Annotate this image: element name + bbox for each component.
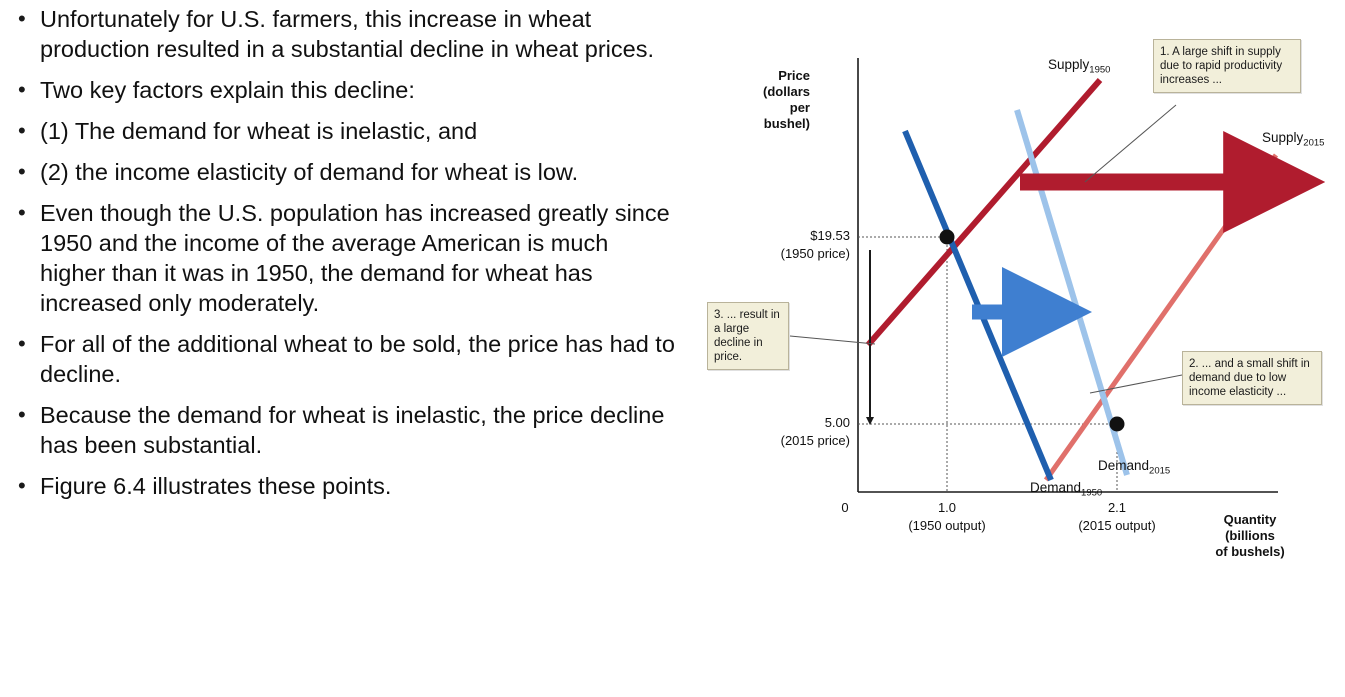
list-item-text: Figure 6.4 illustrates these points. xyxy=(40,473,392,499)
list-item xyxy=(18,198,678,318)
callout-price-decline: 3. ... result in a large decline in price. xyxy=(707,302,789,370)
bullet-marker: • xyxy=(18,331,26,356)
list-item-text: (2) the income elasticity of demand for wheat is low. xyxy=(40,159,579,185)
bullet-list xyxy=(18,4,678,512)
curve-label-demand-1950 xyxy=(1030,480,1102,499)
bullet-marker: • xyxy=(18,200,26,225)
curve-label-text: Demand xyxy=(1030,480,1082,495)
list-item xyxy=(18,116,678,146)
callout-1-leader xyxy=(1085,105,1176,182)
equilibrium-point-1950 xyxy=(940,230,955,245)
callout-demand-shift: 2. ... and a small shift in demand due to low income elasticity ... xyxy=(1182,351,1322,405)
list-item xyxy=(18,471,678,501)
list-item-text: Even though the U.S. population has increased greatly since 1950 and the income of the average American is much higher than it was in 1950, the demand for wheat has increased only moderately. xyxy=(40,200,670,316)
callout-supply-shift: 1. A large shift in supply due to rapid productivity increases ... xyxy=(1153,39,1301,93)
y-tick-label-2015: 5.00 xyxy=(824,415,850,430)
curve-label-sub: 2015 xyxy=(1303,137,1325,149)
origin-label: 0 xyxy=(841,500,849,515)
x-tick-label-1950: 1.0 xyxy=(937,500,957,515)
equilibrium-point-2015 xyxy=(1110,417,1125,432)
bullet-marker: • xyxy=(18,6,26,31)
callout-2-leader xyxy=(1090,375,1182,393)
y-axis-title-line-2: (dollars xyxy=(763,84,810,99)
y-axis-title-line-3: per xyxy=(789,100,810,115)
list-item xyxy=(18,157,678,187)
curve-label-supply-2015 xyxy=(1262,130,1324,149)
x-tick-sublabel-1950: (1950 output) xyxy=(908,518,986,533)
y-tick-label-1950: $19.53 xyxy=(810,228,850,243)
curve-label-text: Supply xyxy=(1048,57,1090,72)
bullet-marker: • xyxy=(18,402,26,427)
list-item-text: Unfortunately for U.S. farmers, this increase in wheat production resulted in a substantial decline in wheat prices. xyxy=(40,6,654,62)
curve-label-text: Demand xyxy=(1098,458,1150,473)
list-item xyxy=(18,4,678,64)
y-tick-sublabel-1950: (1950 price) xyxy=(780,246,850,261)
y-axis-title-line-4: bushel) xyxy=(763,116,810,131)
list-item xyxy=(18,75,678,105)
curve-label-sub: 1950 xyxy=(1089,64,1111,76)
curve-label-supply-1950 xyxy=(1048,57,1110,76)
list-item-text: Two key factors explain this decline: xyxy=(40,77,415,103)
curve-label-demand-2015 xyxy=(1098,458,1170,477)
bullet-marker: • xyxy=(18,77,26,102)
x-axis-title-line-1: Quantity xyxy=(1223,512,1277,527)
curve-label-text: Supply xyxy=(1262,130,1304,145)
curve-label-sub: 1950 xyxy=(1081,487,1103,499)
y-axis-title-line-1: Price xyxy=(778,68,810,83)
list-item-text: For all of the additional wheat to be sold, the price has had to decline. xyxy=(40,331,675,387)
x-tick-label-2015: 2.1 xyxy=(1107,500,1127,515)
list-item-text: (1) The demand for wheat is inelastic, and xyxy=(40,118,478,144)
x-axis-title-line-3: of bushels) xyxy=(1215,544,1285,559)
y-tick-sublabel-2015: (2015 price) xyxy=(780,433,850,448)
list-item xyxy=(18,400,678,460)
x-tick-sublabel-2015: (2015 output) xyxy=(1078,518,1156,533)
list-item-text: Because the demand for wheat is inelastic, the price decline has been substantial. xyxy=(40,402,665,458)
curve-demand-2015 xyxy=(1017,110,1127,475)
x-axis-title-line-2: (billions xyxy=(1225,528,1275,543)
bullet-marker: • xyxy=(18,118,26,143)
bullet-marker: • xyxy=(18,159,26,184)
bullet-marker: • xyxy=(18,473,26,498)
list-item xyxy=(18,329,678,389)
supply-demand-chart xyxy=(690,0,1340,600)
callout-3-leader xyxy=(790,336,875,344)
curve-label-sub: 2015 xyxy=(1149,465,1171,477)
